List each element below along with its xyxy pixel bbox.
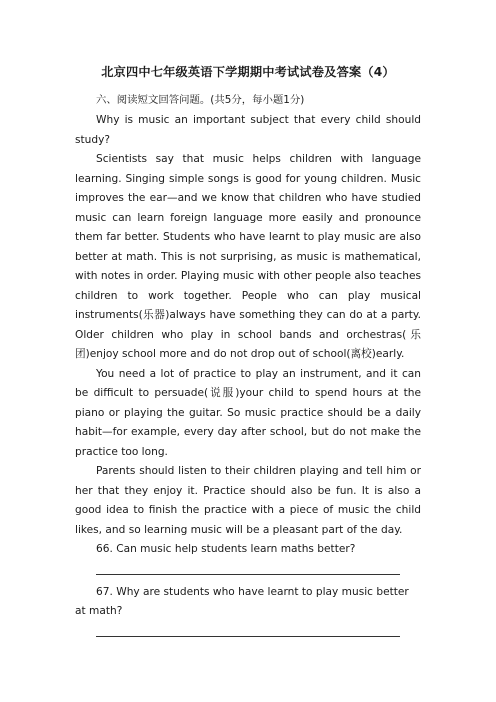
answer-line-67[interactable]: [96, 622, 400, 637]
question-67: 67. Why are students who have learnt to play music better at math?: [75, 585, 409, 617]
answer-line-66[interactable]: [96, 560, 400, 575]
passage-paragraph-4: Parents should listen to their children playing and tell him or her that they enjoy it. Practice should also be fun. It is also a good idea to finish the practice with a piece of music the child likes, and so learning music will be a pleasant part of the day.: [75, 465, 421, 536]
section-heading: 六、阅读短文回答问题。(共5分，每小题1分): [96, 94, 305, 106]
document-title: 北京四中七年级英语下学期期中考试试卷及答案（4）: [101, 65, 395, 79]
question-66: 66. Can music help students learn maths better?: [96, 543, 356, 555]
passage-paragraph-1: Why is music an important subject that every child should study?: [75, 114, 421, 146]
passage-paragraph-3: You need a lot of practice to play an instrument, and it can be difficult to persuade(说服)your child to spend hours at the piano or playing the guitar. So music practice should be a daily habit—for example, every day after school, but do not make the practice too long.: [75, 367, 421, 458]
passage-paragraph-2: Scientists say that music helps children with language learning. Singing simple songs is good for young children. Music improves the ear—and we know that children who have studied music can learn foreign language more easily and pronounce them far better. Students who have learnt to play music are also better at math. This is not surprising, as music is mathematical, with notes in order. Playing music with other people also teaches children to work together. People who can play musical instruments(乐器)always have something they can do at a party. Older children who play in school bands and orchestras(乐团)enjoy school more and do not drop out of school(离校)early.: [75, 153, 421, 360]
